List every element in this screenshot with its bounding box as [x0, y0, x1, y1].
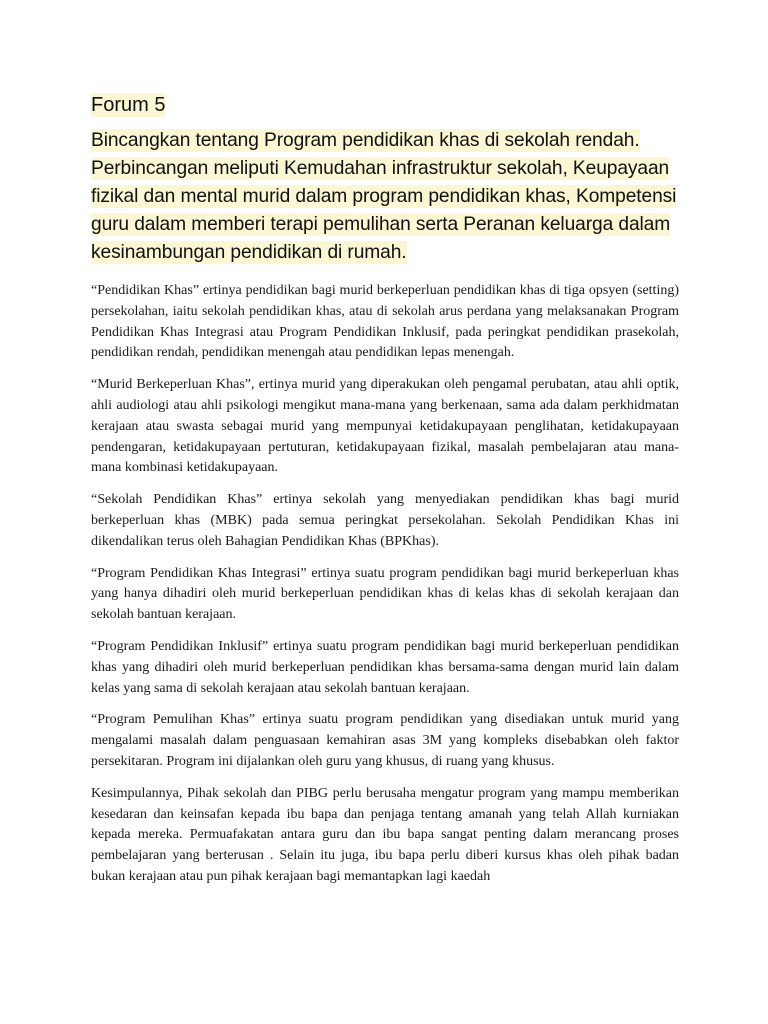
paragraph-murid-berkeperluan-khas: “Murid Berkeperluan Khas”, ertinya murid yang diperakukan oleh pengamal perubatan, atau ahli optik, ahli audiologi atau ahli psikologi mengikut mana-mana yang berkenaan, sama ada dalam perkhidmatan kerajaan atau swasta sebagai murid yang mempunyai ketidakupayaan penglihatan, ketidakupayaan pendengaran, ketidakupayaan pertuturan, ketidakupayaan fizikal, masalah pembelajaran atau mana-mana kombinasi ketidakupayaan. [91, 377, 679, 476]
forum-title-text: Forum 5 [91, 94, 166, 116]
discussion-prompt-text: Bincangkan tentang Program pendidikan khas di sekolah rendah. Perbincangan meliputi Kemudahan infrastruktur sekolah, Keupayaan fizikal dan mental murid dalam program pendidikan khas, Kompetensi guru dalam memberi terapi pemulihan serta Peranan keluarga dalam kesinambungan pendidikan di rumah. [91, 130, 677, 263]
paragraph-program-inklusif: “Program Pendidikan Inklusif” ertinya suatu program pendidikan bagi murid berkeperluan pendidikan khas yang dihadiri oleh murid berkeperluan pendidikan khas bersama-sama dengan murid lain dalam kelas yang sama di sekolah kerajaan atau sekolah bantuan kerajaan. [91, 638, 679, 696]
paragraph-program-pemulihan: “Program Pemulihan Khas” ertinya suatu program pendidikan yang disediakan untuk murid yang mengalami masalah dalam penguasaan kemahiran asas 3M yang kompleks disebabkan oleh faktor persekitaran. Program ini dijalankan oleh guru yang khusus, di ruang yang khusus. [91, 712, 679, 769]
paragraph-program-integrasi: “Program Pendidikan Khas Integrasi” ertinya suatu program pendidikan bagi murid berkeperluan khas yang hanya dihadiri oleh murid berkeperluan pendidikan khas di kelas khas di sekolah kerajaan dan sekolah bantuan kerajaan. [91, 565, 679, 623]
paragraph-kesimpulan: Kesimpulannya, Pihak sekolah dan PIBG perlu berusaha mengatur program yang mampu memberikan kesedaran dan keinsafan kepada ibu bapa dan penjaga tentang amanah yang telah Allah kurniakan kepada mereka. Permuafakatan antara guru dan ibu bapa sangat penting dalam merancang proses pembelajaran yang berterusan . Selain itu juga, ibu bapa perlu diberi kursus khas oleh pihak badan bukan kerajaan atau pun pihak kerajaan bagi memantapkan lagi kaedah [91, 785, 679, 884]
paragraph-sekolah-pendidikan-khas: “Sekolah Pendidikan Khas” ertinya sekolah yang menyediakan pendidikan khas bagi murid berkeperluan khas (MBK) pada semua peringkat persekolahan. Sekolah Pendidikan Khas ini dikendalikan terus oleh Bahagian Pendidikan Khas (BPKhas). [91, 492, 679, 549]
discussion-prompt [91, 127, 679, 267]
document-page [91, 92, 679, 899]
paragraph-pendidikan-khas: “Pendidikan Khas” ertinya pendidikan bagi murid berkeperluan pendidikan khas di tiga opsyen (setting) persekolahan, iaitu sekolah pendidikan khas, atau di sekolah arus perdana yang melaksanakan Program Pendidikan Khas Integrasi atau Program Pendidikan Inklusif, pada peringkat pendidikan prasekolah, pendidikan rendah, pendidikan menengah atau pendidikan lepas menengah. [91, 283, 679, 361]
forum-title [91, 92, 679, 118]
